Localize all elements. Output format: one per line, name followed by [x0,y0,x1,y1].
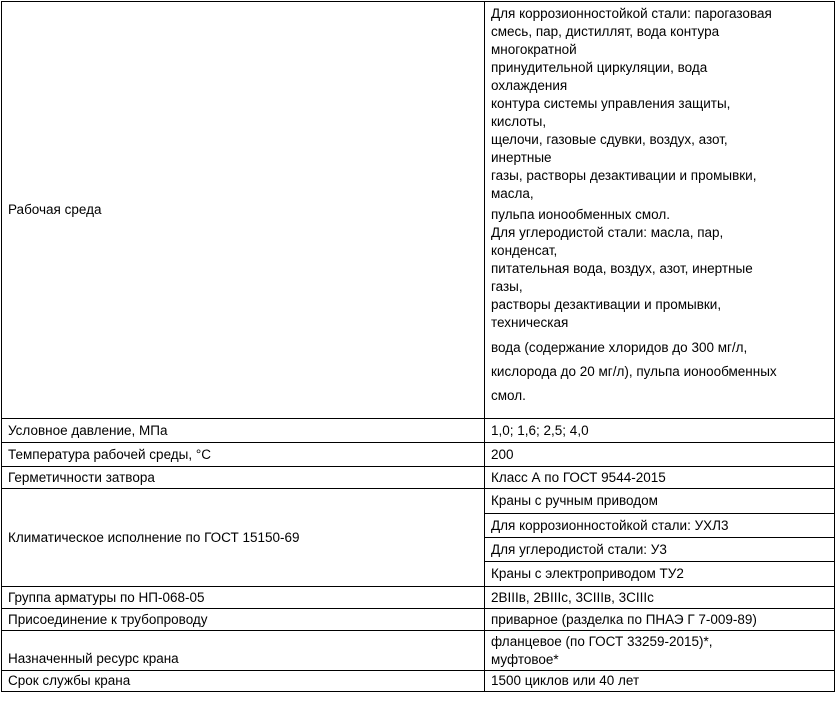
row-value-working-medium [485,2,835,419]
row-value-climatic-sub: Краны с электроприводом ТУ2 [485,562,835,587]
text-line: растворы дезактивации и промывки, [491,297,722,312]
row-value-assigned-resource [485,631,835,671]
row-value-connection: приварное (разделка по ПНАЭ Г 7-009-89) [485,609,835,631]
text-line: охлаждения [491,78,568,93]
text-line: смол. [491,388,526,403]
text-line: Для углеродистой стали: масла, пар, [491,225,724,240]
text-line: вода (содержание хлоридов до 300 мг/л, [491,340,748,355]
row-label-valve-group: Группа арматуры по НП-068-05 [2,587,485,609]
row-label-climatic-version: Климатическое исполнение по ГОСТ 15150-69 [2,489,485,587]
row-label-connection: Присоединение к трубопроводу [2,609,485,631]
text-line: масла, [491,186,534,201]
row-value-seal-tightness: Класс А по ГОСТ 9544-2015 [485,467,835,489]
text-line: контура системы управления защиты, [491,96,731,111]
text-line: принудительной циркуляции, вода [491,60,708,75]
table-row [2,587,835,609]
row-value-temperature: 200 [485,443,835,467]
text-line: техническая [491,315,569,330]
text-line: газы, растворы дезактивации и промывки, [491,168,757,183]
text-line: инертные [491,150,552,165]
text-line: многократной [491,42,577,57]
row-label-working-medium: Рабочая среда [2,2,485,419]
table-row [2,467,835,489]
text-line: газы, [491,279,523,294]
table-row [2,419,835,443]
row-value-nominal-pressure: 1,0; 1,6; 2,5; 4,0 [485,419,835,443]
table-row [2,671,835,692]
text-line: Для коррозионностойкой стали: парогазовая [491,6,772,21]
text-line: смесь, пар, дистиллят, вода контура [491,24,720,39]
row-value-climatic-sub: Для углеродистой стали: У3 [485,538,835,562]
text-line: конденсат, [491,243,558,258]
row-value-climatic-sub: Для коррозионностойкой стали: УХЛ3 [485,514,835,538]
table-row [2,2,835,419]
row-label-temperature: Температура рабочей среды, °С [2,443,485,467]
text-line: муфтовое* [491,651,559,667]
specifications-table [1,1,835,692]
text-line: кислорода до 20 мг/л), пульпа ионообменных [491,364,777,379]
row-label-service-life: Срок службы крана [2,671,485,692]
text-line: пульпа ионообменных смол. [491,207,670,222]
text-line: питательная вода, воздух, азот, инертные [491,261,753,276]
row-label-assigned-resource: Назначенный ресурс крана [2,631,485,671]
table-row [2,631,835,671]
text-line: фланцевое (по ГОСТ 33259-2015)*, [491,633,713,649]
table-row [2,609,835,631]
table-row [2,489,835,514]
text-line: щелочи, газовые сдувки, воздух, азот, [491,132,728,147]
row-value-climatic-sub: Краны с ручным приводом [485,489,835,514]
table-row [2,443,835,467]
row-label-seal-tightness: Герметичности затвора [2,467,485,489]
row-value-service-life: 1500 циклов или 40 лет [485,671,835,692]
text-line: кислоты, [491,114,547,129]
row-value-valve-group: 2ВIIIв, 2ВIIIс, 3СIIIв, 3СIIIс [485,587,835,609]
row-label-nominal-pressure: Условное давление, МПа [2,419,485,443]
